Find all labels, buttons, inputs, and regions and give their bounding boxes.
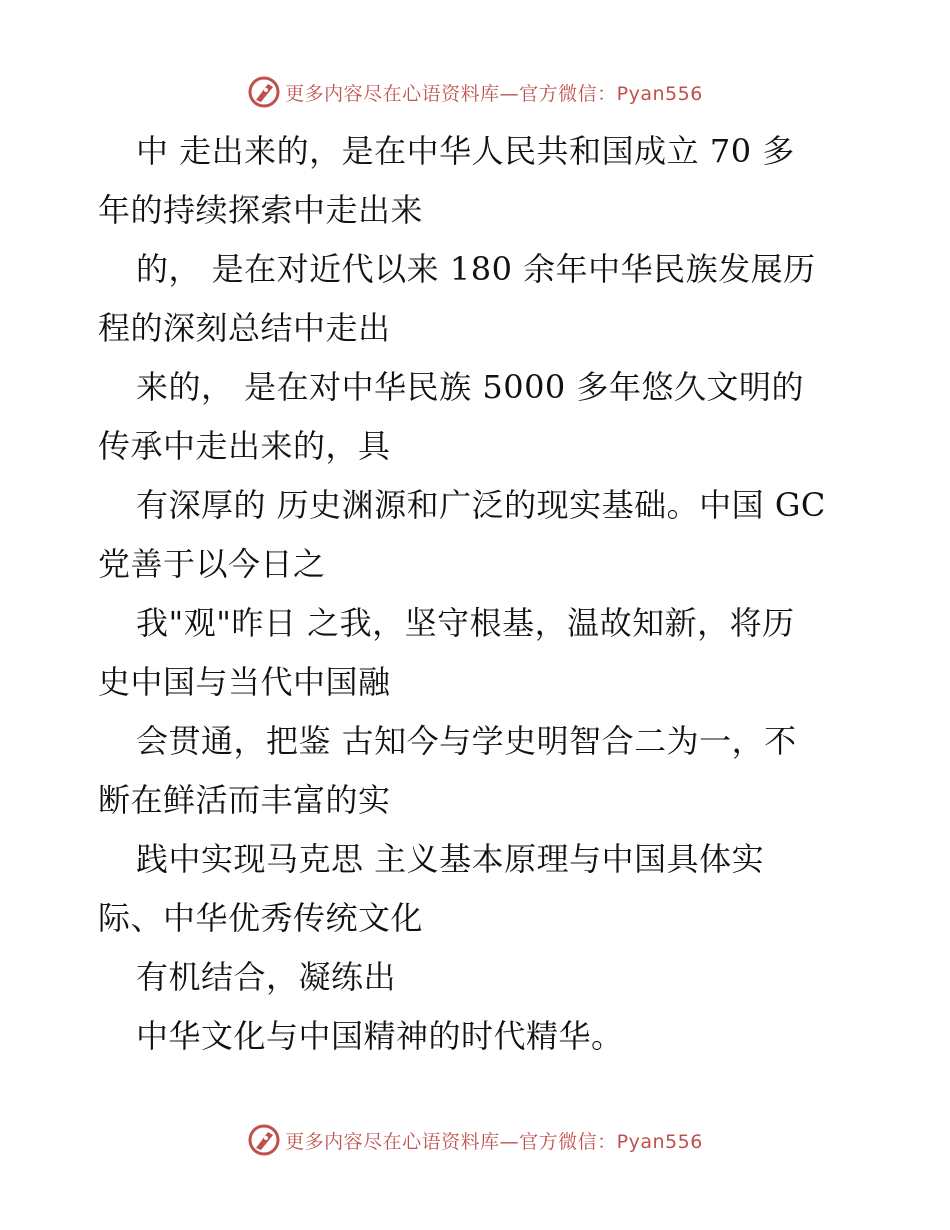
header-contact: 官方微信：Pyan556 (519, 82, 703, 105)
text-line: 传承中走出来的，具 (98, 427, 391, 465)
text-line: 程的深刻总结中走出 (98, 309, 391, 347)
pen-nib-logo-icon (247, 75, 281, 109)
header-site: 更多内容尽在心语资料库 (285, 82, 500, 105)
footer-separator: — (499, 1130, 520, 1153)
text-line: 党善于以今日之 (98, 545, 326, 583)
text-line: 来的， 是在对中华民族 5000 多年悠久文明的 (136, 368, 804, 406)
text-line: 断在鲜活而丰富的实 (98, 781, 391, 819)
document-body (98, 122, 858, 1066)
footer-contact: 官方微信：Pyan556 (519, 1130, 703, 1153)
text-line: 年的持续探索中走出来 (98, 191, 424, 229)
text-line: 有机结合，凝练出 (136, 958, 397, 996)
text-line: 践中实现马克思 主义基本原理与中国具体实 (136, 840, 765, 878)
footer-text (285, 1127, 703, 1154)
text-line: 有深厚的 历史渊源和广泛的现实基础。中国 GC (136, 486, 826, 524)
text-line: 中 走出来的，是在中华人民共和国成立 70 多 (136, 132, 795, 170)
text-line: 史中国与当代中国融 (98, 663, 391, 701)
header-text (285, 79, 703, 106)
text-line: 我"观"昨日 之我，坚守根基，温故知新，将历 (136, 604, 795, 642)
text-line: 际、中华优秀传统文化 (98, 899, 424, 937)
text-line: 会贯通，把鉴 古知今与学史明智合二为一，不 (136, 722, 797, 760)
text-line: 中华文化与中国精神的时代精华。 (136, 1017, 624, 1055)
header-separator: — (499, 82, 520, 105)
header-banner (0, 72, 950, 112)
footer-site: 更多内容尽在心语资料库 (285, 1130, 500, 1153)
footer-banner (0, 1120, 950, 1160)
text-line: 的， 是在对近代以来 180 余年中华民族发展历 (136, 250, 816, 288)
pen-nib-logo-icon (247, 1123, 281, 1157)
